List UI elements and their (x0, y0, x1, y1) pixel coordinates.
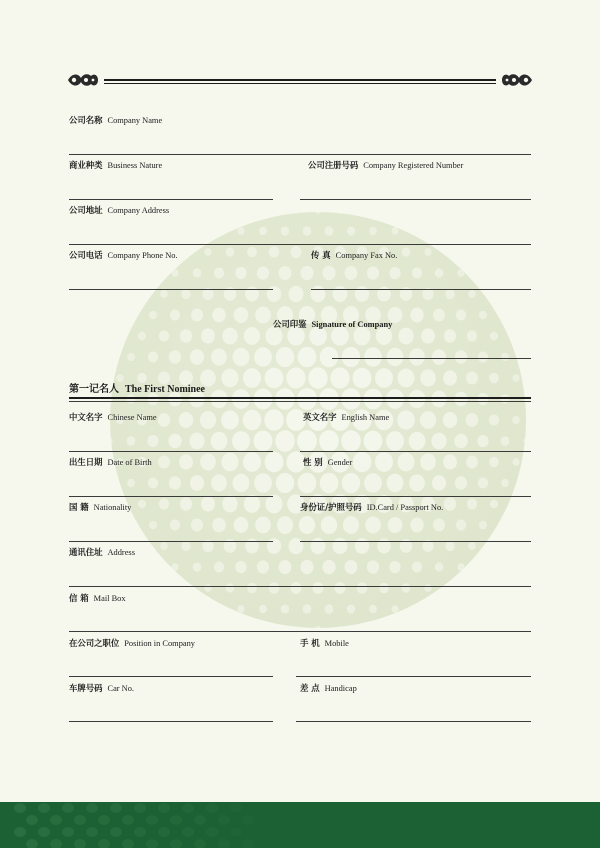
footer-band (0, 802, 600, 848)
chinese-name-field[interactable] (69, 451, 273, 452)
business-nature-label: 商业种类 Business Nature (69, 160, 163, 170)
nationality-field[interactable] (69, 541, 273, 542)
company-signature-field[interactable] (332, 358, 531, 359)
company-fax-label: 传 真 Company Fax No. (311, 250, 398, 260)
section-divider-thick (69, 397, 531, 399)
section-divider-thin (69, 401, 531, 402)
registered-number-label: 公司注册号码 Company Registered Number (308, 160, 464, 170)
chinese-name-label: 中文名字 Chinese Name (69, 412, 157, 422)
header-rule-thick (104, 79, 496, 81)
company-address-label: 公司地址 Company Address (69, 205, 170, 215)
gender-label: 性 别 Gender (303, 457, 353, 467)
dob-field[interactable] (69, 496, 273, 497)
position-field[interactable] (69, 676, 273, 677)
dob-label: 出生日期 Date of Birth (69, 457, 152, 467)
gender-field[interactable] (300, 496, 531, 497)
mobile-field[interactable] (296, 676, 531, 677)
floral-ornament-icon (500, 72, 534, 88)
mail-box-label: 信 箱 Mail Box (69, 593, 126, 603)
company-address-field[interactable] (69, 244, 531, 245)
company-signature-label: 公司印鉴 Signature of Company (273, 319, 393, 329)
id-card-label: 身份证/护照号码 ID.Card / Passport No. (300, 502, 444, 512)
position-label: 在公司之职位 Position in Company (69, 638, 195, 648)
company-fax-field[interactable] (311, 289, 531, 290)
car-no-field[interactable] (69, 721, 273, 722)
handicap-label: 差 点 Handicap (300, 683, 357, 693)
mobile-label: 手 机 Mobile (300, 638, 349, 648)
header-rule-thin (104, 83, 496, 84)
english-name-label: 英文名字 English Name (303, 412, 390, 422)
registered-number-field[interactable] (300, 199, 531, 200)
id-card-field[interactable] (300, 541, 531, 542)
section-title-first-nominee: 第一记名人 The First Nominee (69, 384, 205, 395)
golf-dimple-pattern (0, 802, 600, 848)
address-label: 通讯住址 Address (69, 547, 135, 557)
nationality-label: 国 籍 Nationality (69, 502, 132, 512)
business-nature-field[interactable] (69, 199, 273, 200)
company-phone-label: 公司电话 Company Phone No. (69, 250, 178, 260)
address-field[interactable] (69, 586, 531, 587)
english-name-field[interactable] (300, 451, 531, 452)
company-name-field[interactable] (69, 154, 531, 155)
car-no-label: 车牌号码 Car No. (69, 683, 135, 693)
company-name-label: 公司名称 Company Name (69, 115, 163, 125)
company-phone-field[interactable] (69, 289, 273, 290)
handicap-field[interactable] (296, 721, 531, 722)
floral-ornament-icon (66, 72, 100, 88)
mail-box-field[interactable] (69, 631, 531, 632)
